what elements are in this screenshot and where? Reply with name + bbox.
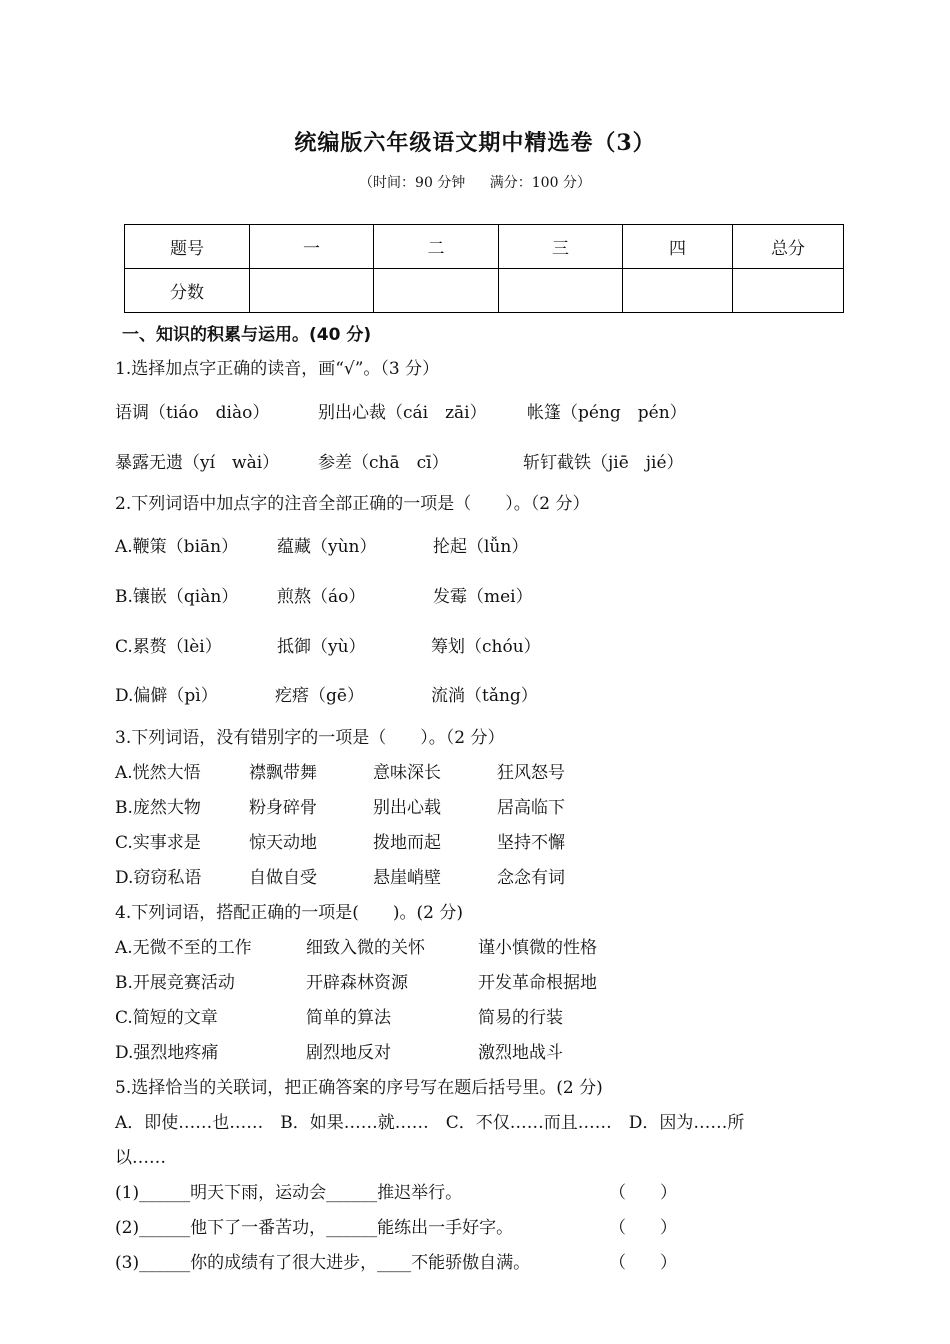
option-word: 自做自受 [249, 868, 317, 888]
q4-option[interactable] [115, 1038, 815, 1062]
score-input-cell[interactable] [499, 269, 623, 313]
pinyin-item[interactable]: 帐篷（péng pén） [527, 403, 687, 423]
fill-blank-item [115, 1178, 695, 1202]
conjunction-choices: A．即使……也…… B．如果……就…… C．不仅……而且…… D．因为……所 [115, 1113, 745, 1133]
table-cell: 四 [623, 225, 733, 269]
option-word: D.强烈地疼痛 [115, 1043, 219, 1063]
option-word: 狂风怒号 [497, 763, 565, 783]
exam-info [0, 172, 950, 192]
option-word: 抡起（lǚn） [433, 537, 529, 557]
option-word: 剧烈地反对 [306, 1043, 391, 1063]
option-word: 简易的行装 [478, 1008, 563, 1028]
fill-blank-sentence[interactable]: (3)______你的成绩有了很大进步，____不能骄傲自满。 [115, 1253, 531, 1273]
q1-row [115, 448, 875, 472]
option-word: 流淌（tǎng） [431, 686, 538, 706]
answer-blank[interactable]: （ ） [609, 1218, 677, 1238]
option-word: 煎熬（áo） [277, 587, 366, 607]
score-table [124, 224, 844, 313]
option-word: B.开展竞赛活动 [115, 973, 235, 993]
q4-option[interactable] [115, 1003, 815, 1027]
fill-blank-sentence[interactable]: (2)______他下了一番苦功，______能练出一手好字。 [115, 1218, 514, 1238]
fill-blank-sentence[interactable]: (1)______明天下雨，运动会______推迟举行。 [115, 1183, 463, 1203]
q4-option[interactable] [115, 933, 815, 957]
option-word: 念念有词 [497, 868, 565, 888]
option-word: A.恍然大悟 [115, 763, 201, 783]
option-word: 居高临下 [497, 798, 565, 818]
conjunction-choices-cont: 以…… [115, 1148, 166, 1168]
section-heading: 一、知识的积累与运用。(40 分) [122, 325, 372, 345]
score-input-cell[interactable] [623, 269, 733, 313]
question-stem: 3.下列词语，没有错别字的一项是（ ）。（2 分） [115, 728, 505, 748]
table-cell: 二 [374, 225, 499, 269]
exam-time: （时间：90 分钟 [359, 175, 466, 191]
table-cell: 总分 [733, 225, 844, 269]
question-stem: 2.下列词语中加点字的注音全部正确的一项是（ ）。（2 分） [115, 494, 590, 514]
option-word: 疙瘩（gē） [275, 686, 364, 706]
option-word: B.镶嵌（qiàn） [115, 587, 239, 607]
option-word: 简单的算法 [306, 1008, 391, 1028]
q3-option[interactable] [115, 863, 815, 887]
option-word: D.偏僻（pì） [115, 686, 218, 706]
option-word: 悬崖峭壁 [373, 868, 441, 888]
score-input-cell[interactable] [733, 269, 844, 313]
option-word: 细致入微的关怀 [306, 938, 425, 958]
table-cell: 三 [499, 225, 623, 269]
answer-blank[interactable]: （ ） [609, 1183, 677, 1203]
option-word: C.实事求是 [115, 833, 201, 853]
option-word: 发霉（mei） [433, 587, 533, 607]
q3-option[interactable] [115, 793, 815, 817]
fill-blank-item [115, 1213, 695, 1237]
q2-option[interactable] [115, 582, 815, 606]
option-word: 襟飘带舞 [249, 763, 317, 783]
option-word: 开辟森林资源 [306, 973, 408, 993]
pinyin-item[interactable]: 暴露无遗（yí wài） [115, 453, 280, 473]
option-word: 蕴藏（yùn） [277, 537, 377, 557]
q2-option[interactable] [115, 532, 815, 556]
option-word: 开发革命根据地 [478, 973, 597, 993]
table-cell: 题号 [125, 225, 250, 269]
option-word: 惊天动地 [249, 833, 317, 853]
option-word: 筹划（chóu） [431, 637, 541, 657]
score-input-cell[interactable] [374, 269, 499, 313]
option-word: A.鞭策（biān） [115, 537, 239, 557]
option-word: 激烈地战斗 [478, 1043, 563, 1063]
exam-full-score: 满分：100 分） [489, 175, 591, 191]
question-stem: 1.选择加点字正确的读音，画“√”。（3 分） [115, 359, 440, 379]
option-word: B.庞然大物 [115, 798, 201, 818]
fill-blank-item [115, 1248, 695, 1272]
answer-blank[interactable]: （ ） [609, 1253, 677, 1273]
score-input-cell[interactable] [250, 269, 374, 313]
q1-row [115, 398, 875, 422]
option-word: 谨小慎微的性格 [478, 938, 597, 958]
option-word: D.窃窃私语 [115, 868, 202, 888]
option-word: C.简短的文章 [115, 1008, 218, 1028]
option-word: 意味深长 [373, 763, 441, 783]
pinyin-item[interactable]: 别出心裁（cái zāi） [318, 403, 487, 423]
page-title: 统编版六年级语文期中精选卷（3） [294, 130, 656, 156]
q3-option[interactable] [115, 828, 815, 852]
option-word: 坚持不懈 [497, 833, 565, 853]
pinyin-item[interactable]: 参差（chā cī） [318, 453, 449, 473]
question-stem: 4.下列词语，搭配正确的一项是( )。(2 分) [115, 903, 463, 923]
q3-option[interactable] [115, 758, 815, 782]
score-table-score-row [125, 269, 844, 313]
table-cell: 分数 [125, 269, 250, 313]
option-word: 抵御（yù） [277, 637, 366, 657]
q4-option[interactable] [115, 968, 815, 992]
pinyin-item[interactable]: 语调（tiáo diào） [115, 403, 270, 423]
pinyin-item[interactable]: 斩钉截铁（jiē jié） [523, 453, 684, 473]
table-cell: 一 [250, 225, 374, 269]
option-word: C.累赘（lèi） [115, 637, 222, 657]
option-word: 别出心载 [373, 798, 441, 818]
option-word: A.无微不至的工作 [115, 938, 252, 958]
question-stem: 5.选择恰当的关联词，把正确答案的序号写在题后括号里。(2 分) [115, 1078, 603, 1098]
option-word: 粉身碎骨 [249, 798, 317, 818]
score-table-header-row [125, 225, 844, 269]
q2-option[interactable] [115, 681, 815, 705]
q2-option[interactable] [115, 632, 815, 656]
option-word: 拨地而起 [373, 833, 441, 853]
